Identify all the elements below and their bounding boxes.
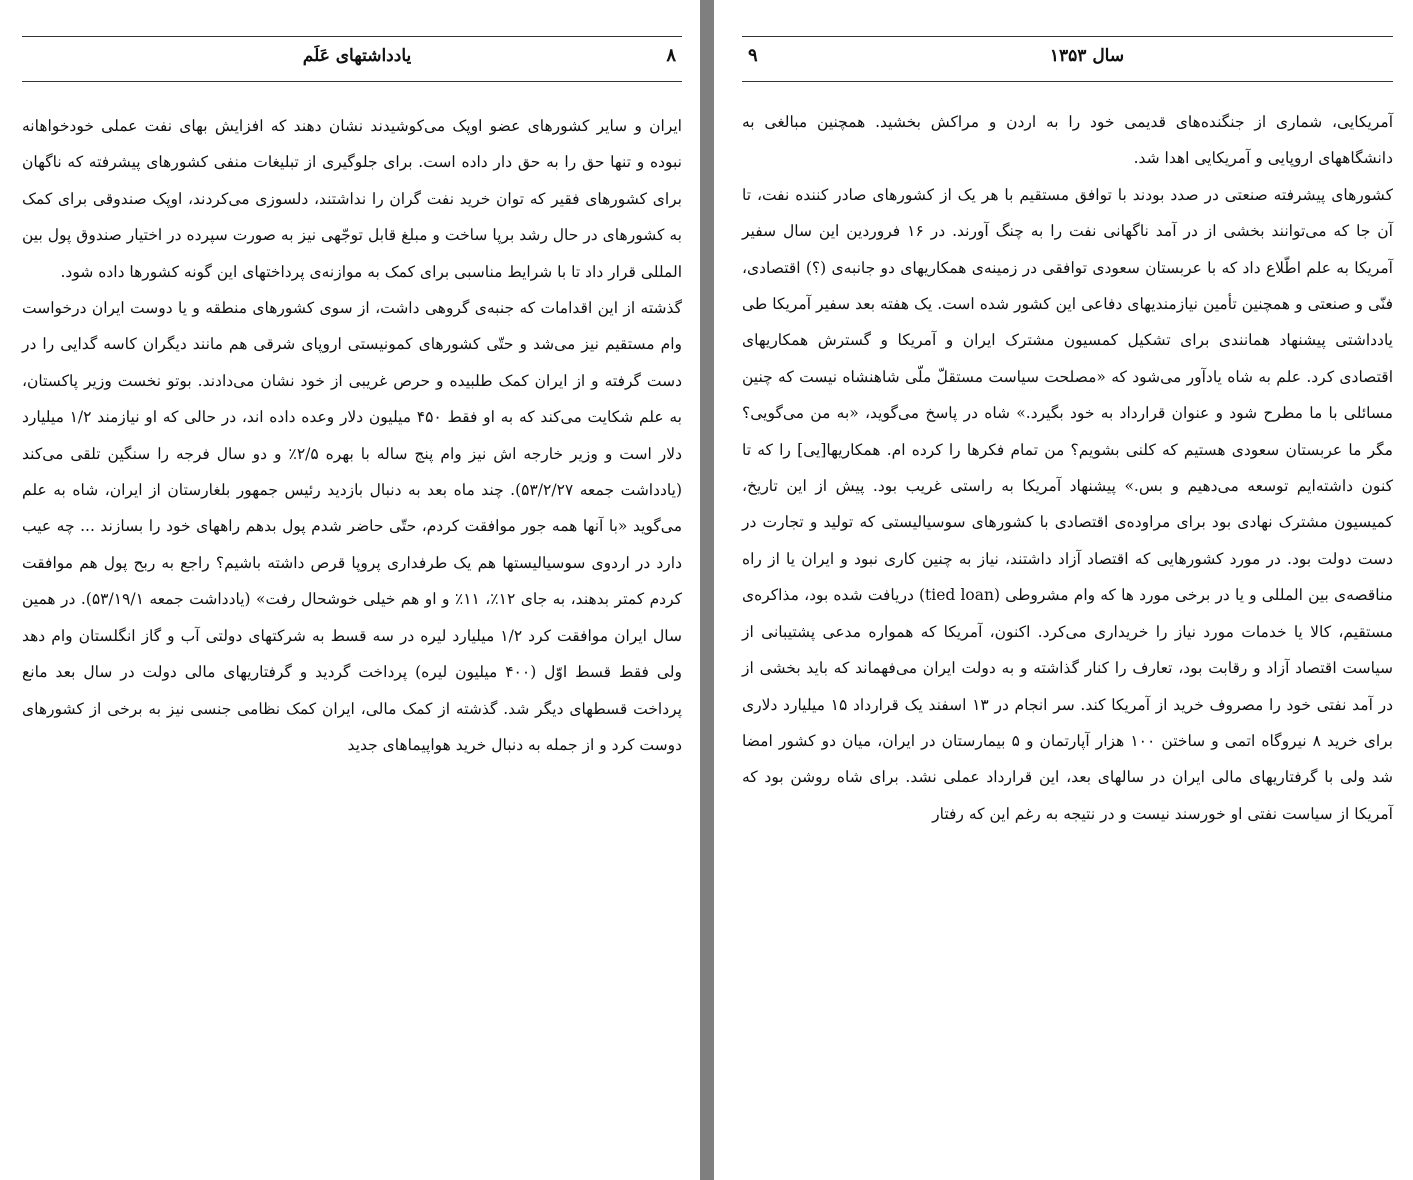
right-paragraph-2: کشورهای پیشرفته صنعتی در صدد بودند با توافق مستقیم با هر یک از کشورهای صادر کننده نفت، تا آن جا که می‌توانند بخشی از در آمد ناگهانی نفت را به چنگ آورند. در ۱۶ فروردین این سال سفیر آمریکا به علم اطّلاع داد که با عربستان سعودی توافقی در زمینه‌ی همکاریهای دو جانبه‌ی (؟) اقتصادی، فنّی و صنعتی و همچنین تأمین نیازمندیهای دفاعی این کشور شده است. یک هفته بعد سفیر آمریکا طی یادداشتی پیشنهاد همانندی برای تشکیل کمسیون مشترک ایران و آمریکا و گسترش همکاریهای اقتصادی کرد. علم به شاه یادآور می‌شود که «مصلحت سیاست مستقلّ ملّی شاهنشاه نیست که چنین مسائلی با ما مطرح شود و عنوان قرارداد به خود بگیرد.» شاه در پاسخ می‌گوید، «به من می‌گویی؟ مگر ما عربستان سعودی هستیم که کلنی بشویم؟ من تمام فکرها را کرده ام. همکاریها[یی] را که تا کنون داشته‌ایم توسعه می‌دهیم و بس.» پیشنهاد آمریکا به راستی غریب بود. پیش از این تاریخ، کمیسیون مشترک نهادی بود برای مراوده‌ی اقتصادی با کشورهای سوسیالیستی که تولید و تجارت در دست دولت بود. در مورد کشورهایی که اقتصاد آزاد داشتند، نیاز به چنین کاری نبود و ایران یا از راه مناقصه‌ی بین المللی و یا در برخی مورد ها که وام مشروطی (tied loan) دریافت شده بود، مذاکره‌ی مستقیم، کالا یا خدمات مورد نیاز را خریداری می‌کرد. اکنون، آمریکا که همواره مدعی پشتیبانی از سیاست اقتصاد آزاد و رقابت بود، تعارف را کنار گذاشته و به دولت ایران می‌فهماند که باید بخشی از در آمد نفتی خود را مصروف خرید از آمریکا کند. سر انجام در ۱۳ اسفند یک قرارداد ۱۵ میلیارد دلاری برای خرید ۸ نیروگاه اتمی و ساختن ۱۰۰ هزار آپارتمان و ۵ بیمارستان در ایران، میان دو کشور امضا شد ولی با گرفتاریهای مالی ایران در سالهای بعد، این قرارداد عملی نشد. برای شاه روشن بود که آمریکا از سیاست نفتی او خورسند نیست و در نتیجه به رغم این که رفتار bbox=[742, 185, 1393, 823]
right-page-number: ۹ bbox=[748, 45, 758, 66]
left-running-title: یادداشتهای عَلَم bbox=[302, 46, 412, 66]
right-running-title: سال ۱۳۵۳ bbox=[1049, 46, 1125, 66]
right-page-header bbox=[742, 36, 1393, 82]
left-page bbox=[0, 0, 700, 1180]
right-page-body bbox=[742, 104, 1393, 832]
right-page bbox=[714, 0, 1413, 1180]
book-spine bbox=[700, 0, 714, 1180]
right-paragraph-1: آمریکایی، شماری از جنگنده‌های قدیمی خود را به اردن و مراکش بخشید. همچنین مبالغی به دانشگاههای اروپایی و آمریکایی اهدا شد. bbox=[742, 113, 1393, 168]
left-paragraph-2: گذشته از این اقدامات که جنبه‌ی گروهی داشت، از سوی کشورهای منطقه و یا دوست ایران درخواست وام مستقیم نیز می‌شد و حتّی کشورهای کمونیستی اروپای شرقی هم مانند دیگران کاسه گدایی را در دست گرفته و از ایران کمک طلبیده و حرص غریبی از خود نشان می‌دادند. بوتو نخست وزیر پاکستان، به علم شکایت می‌کند که به او فقط ۴۵۰ میلیون دلار وعده داده اند، در حالی که او نیازمند ۱/۲ میلیارد دلار است و وزیر خارجه اش نیز وام پنج ساله با بهره ۲/۵٪ و دو سال فرجه را سنگین تلقی می‌کند (یادداشت جمعه ۵۳/۲/۲۷). چند ماه بعد به دنبال بازدید رئیس جمهور بلغارستان از ایران، شاه به علم می‌گوید «با آنها همه جور موافقت کردم، حتّی حاضر شدم پول بدهم راههای خود را بسازند ... چه عیب دارد در اردوی سوسیالیستها هم یک طرفداری پروپا قرص داشته باشیم؟ راجع به ربح پول هم موافقت کردم کمتر بدهند، به جای ۱۲٪، ۱۱٪ و او هم خیلی خوشحال رفت» (یادداشت جمعه ۵۳/۱۹/۱). در همین سال ایران موافقت کرد ۱/۲ میلیارد لیره در سه قسط به شرکتهای دولتی آب و گاز انگلستان وام دهد ولی فقط قسط اوّل (۴۰۰ میلیون لیره) پرداخت گردید و گرفتاریهای مالی دولت در سال بعد مانع پرداخت قسطهای دیگر شد. گذشته از کمک مالی، ایران کمک نظامی جنسی نیز به برخی از کشورهای دوست کرد و از جمله به دنبال خرید هواپیماهای جدید bbox=[22, 299, 683, 754]
left-page-header bbox=[22, 36, 682, 82]
left-page-number: ۸ bbox=[666, 45, 676, 66]
left-page-body bbox=[22, 108, 682, 763]
left-paragraph-1: ایران و سایر کشورهای عضو اوپک می‌کوشیدند نشان دهند که افزایش بهای نفت عملی خودخواهانه نبوده و تنها حق را به حق دار داده است. برای جلوگیری از تبلیغات منفی کشورهای پیشرفته که ناگهان برای کشورهای فقیر که توان خرید نفت گران را نداشتند، دلسوزی می‌کردند، اوپک صندوقی برای کمک به کشورهای در حال رشد برپا ساخت و مبلغ قابل توجّهی نیز به صورت سپرده در اختیار صندوق پول بین المللی قرار داد تا با شرایط مناسبی برای کمک به موازنه‌ی پرداختهای این گونه کشورها داده شود. bbox=[22, 117, 682, 281]
